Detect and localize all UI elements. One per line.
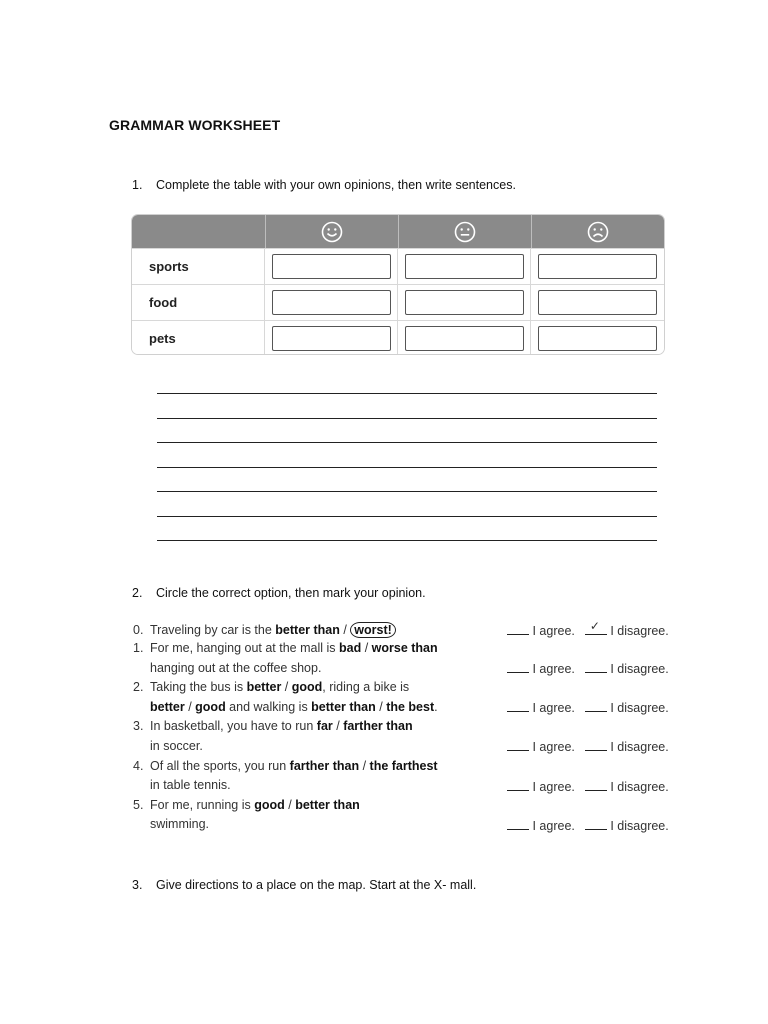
option-b[interactable]: the farthest bbox=[369, 758, 438, 773]
agree-blank[interactable] bbox=[507, 700, 529, 712]
question-text: Complete the table with your own opinions, then write sentences. bbox=[156, 178, 516, 192]
agree-blank[interactable] bbox=[507, 818, 529, 830]
opinion-marks: I agree. I disagree. bbox=[507, 818, 669, 833]
question-1 bbox=[132, 178, 516, 192]
option-a[interactable]: farther than bbox=[289, 758, 360, 773]
list-item: 4. Of all the sports, you run farther than / the farthest in table tennis. I agree. I disagree. bbox=[133, 758, 669, 794]
option-b[interactable]: good bbox=[291, 680, 323, 695]
worksheet-title: GRAMMAR WORKSHEET bbox=[109, 117, 281, 133]
opinion-marks: I agree. I disagree. bbox=[507, 661, 669, 676]
disagree-blank[interactable] bbox=[585, 619, 607, 635]
row-label: pets bbox=[132, 321, 265, 354]
list-item: 0. Traveling by car is the better than / worst! I agree. ✓ I disagree. bbox=[133, 619, 669, 638]
smile-icon bbox=[321, 221, 343, 243]
question-2 bbox=[132, 586, 426, 600]
answer-box[interactable] bbox=[272, 290, 391, 315]
question-text: Circle the correct option, then mark your opinion. bbox=[156, 586, 426, 600]
table-header bbox=[132, 215, 664, 248]
agree-blank[interactable] bbox=[507, 739, 529, 751]
agree-blank[interactable] bbox=[507, 779, 529, 791]
option-b-circled[interactable]: worst! bbox=[350, 622, 396, 638]
option-a[interactable]: better than bbox=[275, 623, 340, 637]
question-number: 2. bbox=[132, 586, 143, 600]
question-text: Give directions to a place on the map. Start at the X- mall. bbox=[156, 878, 477, 892]
sad-face-icon bbox=[587, 221, 609, 243]
question-number: 3. bbox=[132, 878, 143, 892]
list-item: 5. For me, running is good / better than swimming. I agree. I disagree. bbox=[133, 797, 669, 833]
opinion-marks: I agree. I disagree. bbox=[507, 739, 669, 754]
option-c[interactable]: better than bbox=[311, 699, 376, 714]
question-number: 1. bbox=[132, 178, 143, 192]
disagree-blank[interactable] bbox=[585, 779, 607, 791]
disagree-blank[interactable] bbox=[585, 661, 607, 673]
option-b[interactable]: good bbox=[195, 699, 226, 714]
opinion-table bbox=[132, 215, 664, 354]
option-a[interactable]: better bbox=[150, 699, 185, 714]
option-b[interactable]: worse than bbox=[371, 641, 438, 655]
answer-box[interactable] bbox=[538, 254, 657, 279]
writing-line[interactable] bbox=[157, 540, 657, 541]
option-a[interactable]: bad bbox=[338, 641, 362, 655]
list-item: 1. For me, hanging out at the mall is bad / worse than hanging out at the coffee shop. I agree. I disagree. bbox=[133, 641, 669, 676]
option-a[interactable]: good bbox=[254, 797, 285, 812]
disagree-blank[interactable] bbox=[585, 739, 607, 751]
row-label: sports bbox=[132, 249, 265, 284]
writing-line[interactable] bbox=[157, 418, 657, 419]
question-3 bbox=[132, 878, 476, 892]
disagree-blank[interactable] bbox=[585, 818, 607, 830]
header-empty-cell bbox=[132, 215, 265, 248]
answer-box[interactable] bbox=[405, 254, 524, 279]
answer-box[interactable] bbox=[272, 326, 391, 351]
agree-blank[interactable] bbox=[507, 661, 529, 673]
neutral-face-icon bbox=[454, 221, 476, 243]
list-item: 3. In basketball, you have to run far / farther than in soccer. I agree. I disagree. bbox=[133, 719, 669, 755]
writing-line[interactable] bbox=[157, 442, 657, 443]
check-mark-icon: ✓ bbox=[589, 619, 600, 633]
writing-line[interactable] bbox=[157, 393, 657, 394]
answer-box[interactable] bbox=[405, 290, 524, 315]
header-sad-cell bbox=[531, 215, 664, 248]
writing-lines bbox=[157, 393, 657, 565]
table-row bbox=[132, 284, 664, 320]
header-neutral-cell bbox=[398, 215, 531, 248]
answer-box[interactable] bbox=[538, 290, 657, 315]
writing-line[interactable] bbox=[157, 491, 657, 492]
table-row bbox=[132, 320, 664, 354]
header-smile-cell bbox=[265, 215, 398, 248]
option-d[interactable]: the best bbox=[386, 699, 435, 714]
answer-box[interactable] bbox=[538, 326, 657, 351]
writing-line[interactable] bbox=[157, 516, 657, 517]
answer-box[interactable] bbox=[272, 254, 391, 279]
option-a[interactable]: far bbox=[316, 719, 333, 734]
answer-box[interactable] bbox=[405, 326, 524, 351]
opinion-marks: I agree. I disagree. bbox=[507, 779, 669, 794]
table-row bbox=[132, 248, 664, 284]
row-label: food bbox=[132, 285, 265, 320]
option-b[interactable]: better than bbox=[295, 797, 360, 812]
exercise-2-list bbox=[133, 621, 693, 837]
option-b[interactable]: farther than bbox=[343, 719, 413, 734]
agree-blank[interactable] bbox=[507, 623, 529, 635]
option-a[interactable]: better bbox=[246, 680, 282, 695]
writing-line[interactable] bbox=[157, 467, 657, 468]
opinion-marks: I agree. ✓ I disagree. bbox=[507, 623, 669, 638]
opinion-marks: I agree. I disagree. bbox=[507, 700, 669, 715]
list-item: 2. Taking the bus is better / good, riding a bike is better / good and walking is better than / the best. I agree. I disagree. bbox=[133, 680, 669, 716]
disagree-blank[interactable] bbox=[585, 700, 607, 712]
